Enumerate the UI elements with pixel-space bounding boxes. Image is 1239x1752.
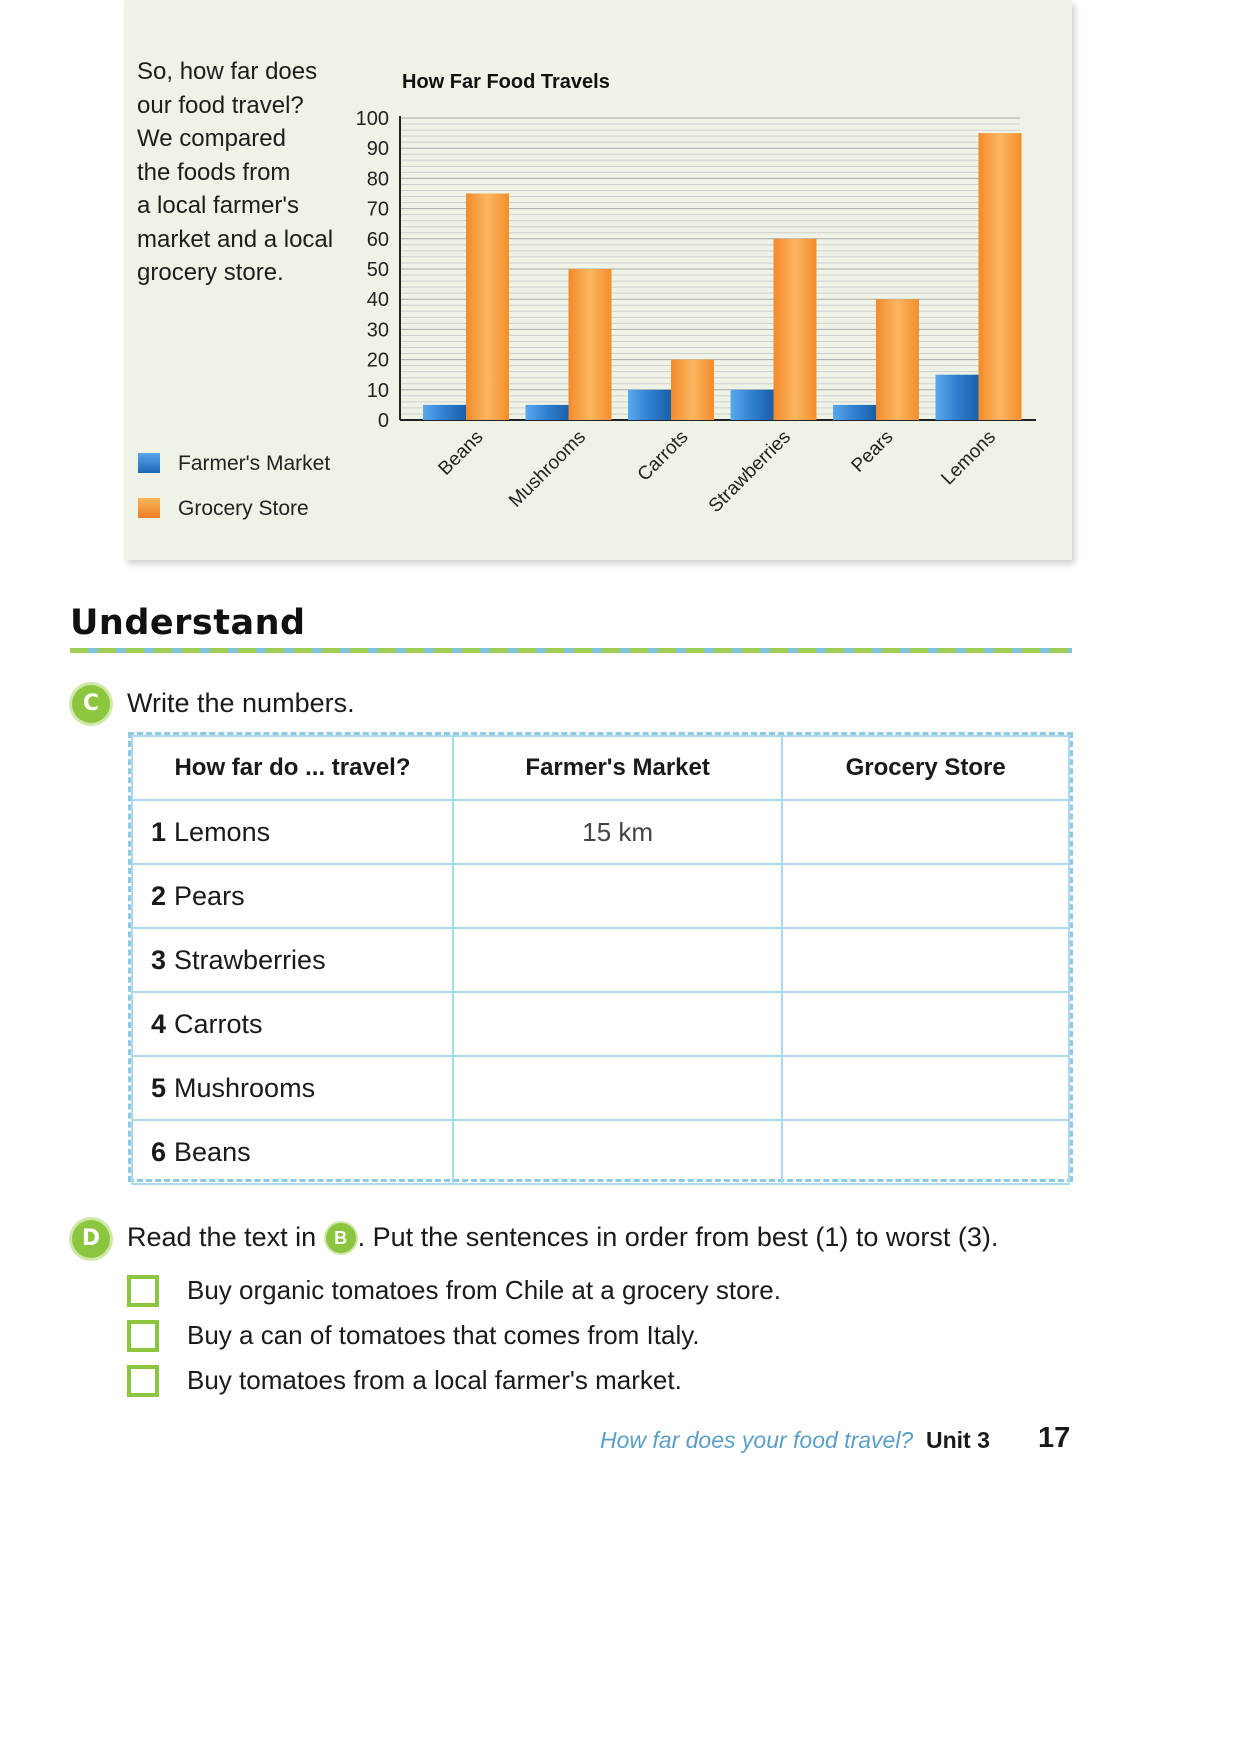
page-number: 17 <box>1038 1422 1071 1454</box>
legend-swatch-orange <box>138 498 160 518</box>
table-row <box>132 864 1069 928</box>
table-row <box>132 928 1069 992</box>
bar-grocery-store-strawberries <box>774 239 817 420</box>
y-tick-label: 30 <box>366 319 389 342</box>
row-item: 2 Pears <box>132 864 453 928</box>
row-item: 3 Strawberries <box>132 928 453 992</box>
order-option-text: Buy a can of tomatoes that comes from Italy. <box>187 1320 700 1350</box>
order-checkbox[interactable] <box>127 1365 159 1397</box>
row-item: 6 Beans <box>132 1120 453 1184</box>
y-tick-label: 100 <box>355 108 389 130</box>
bar-grocery-store-lemons <box>979 133 1022 420</box>
grocery-store-cell[interactable] <box>782 1120 1069 1184</box>
bar-grocery-store-beans <box>466 194 509 421</box>
grocery-store-cell[interactable] <box>782 800 1069 864</box>
table-row <box>132 992 1069 1056</box>
y-tick-label: 50 <box>366 259 389 281</box>
row-item: 5 Mushrooms <box>132 1056 453 1120</box>
bar-grocery-store-pears <box>876 299 919 420</box>
section-d-badge: D <box>72 1220 110 1258</box>
farmers-market-cell[interactable] <box>453 1056 782 1120</box>
understand-heading: Understand <box>70 603 306 643</box>
order-option-text: Buy organic tomatoes from Chile at a grocery store. <box>187 1275 781 1305</box>
bar-farmers-market-carrots <box>628 390 671 420</box>
bar-farmers-market-mushrooms <box>526 405 569 420</box>
section-d-title-end: . Put the sentences in order from best (1) to worst (3). <box>357 1222 999 1252</box>
distance-table <box>128 732 1073 1182</box>
y-tick-label: 20 <box>366 349 389 372</box>
header-grocery-store: Grocery Store <box>782 736 1069 800</box>
section-b-ref-badge: B <box>326 1223 356 1253</box>
x-tick-label-strawberries: Strawberries <box>704 426 796 517</box>
order-checkbox[interactable] <box>127 1320 159 1352</box>
section-d-title-start: Read the text in <box>127 1222 317 1252</box>
x-tick-label-mushrooms: Mushrooms <box>505 426 591 512</box>
grocery-store-cell[interactable] <box>782 928 1069 992</box>
chart-title: How Far Food Travels <box>402 71 610 93</box>
bar-grocery-store-carrots <box>671 360 714 420</box>
legend-farmers-market <box>138 452 330 476</box>
header-item: How far do ... travel? <box>132 736 453 800</box>
section-c-title: Write the numbers. <box>127 688 355 718</box>
bar-farmers-market-strawberries <box>731 390 774 420</box>
y-tick-label: 90 <box>366 138 389 161</box>
legend-label-grocery-store: Grocery Store <box>178 497 309 520</box>
legend-label-farmers-market: Farmer's Market <box>178 452 331 475</box>
y-tick-label: 0 <box>377 410 389 432</box>
intro-text: So, how far does our food travel? We compared the foods from a local farmer's market and a local grocery store. <box>137 58 334 286</box>
farmers-market-cell[interactable] <box>453 1120 782 1184</box>
order-checkbox[interactable] <box>127 1275 159 1307</box>
x-tick-label-pears: Pears <box>847 426 898 477</box>
legend-grocery-store <box>138 497 309 521</box>
bar-chart <box>0 0 1239 560</box>
table-row <box>132 1056 1069 1120</box>
x-tick-label-lemons: Lemons <box>937 426 1001 490</box>
bar-grocery-store-mushrooms <box>569 269 612 420</box>
bar-farmers-market-beans <box>423 405 466 420</box>
x-tick-label-beans: Beans <box>434 426 488 480</box>
farmers-market-cell[interactable] <box>453 992 782 1056</box>
table-row <box>132 800 1069 864</box>
section-c-badge: C <box>72 685 110 723</box>
section-d-title <box>127 1222 998 1253</box>
grocery-store-cell[interactable] <box>782 992 1069 1056</box>
farmers-market-cell[interactable]: 15 km <box>453 800 782 864</box>
header-farmers-market: Farmer's Market <box>453 736 782 800</box>
row-item: 1 Lemons <box>132 800 453 864</box>
y-tick-label: 10 <box>366 379 389 402</box>
grocery-store-cell[interactable] <box>782 1056 1069 1120</box>
y-tick-label: 80 <box>366 168 389 191</box>
footer-unit: Unit 3 <box>926 1427 990 1453</box>
farmers-market-cell[interactable] <box>453 864 782 928</box>
legend-swatch-blue <box>138 453 160 473</box>
y-tick-label: 70 <box>366 198 389 221</box>
x-tick-label-carrots: Carrots <box>633 426 693 486</box>
row-item: 4 Carrots <box>132 992 453 1056</box>
y-tick-label: 60 <box>366 228 389 251</box>
heading-divider <box>70 648 1072 653</box>
bar-farmers-market-lemons <box>936 375 979 420</box>
y-tick-label: 40 <box>366 289 389 312</box>
footer-question: How far does your food travel? <box>600 1427 914 1453</box>
order-option-text: Buy tomatoes from a local farmer's market. <box>187 1365 682 1395</box>
grocery-store-cell[interactable] <box>782 864 1069 928</box>
bar-farmers-market-pears <box>833 405 876 420</box>
table-row <box>132 1120 1069 1184</box>
farmers-market-cell[interactable] <box>453 928 782 992</box>
